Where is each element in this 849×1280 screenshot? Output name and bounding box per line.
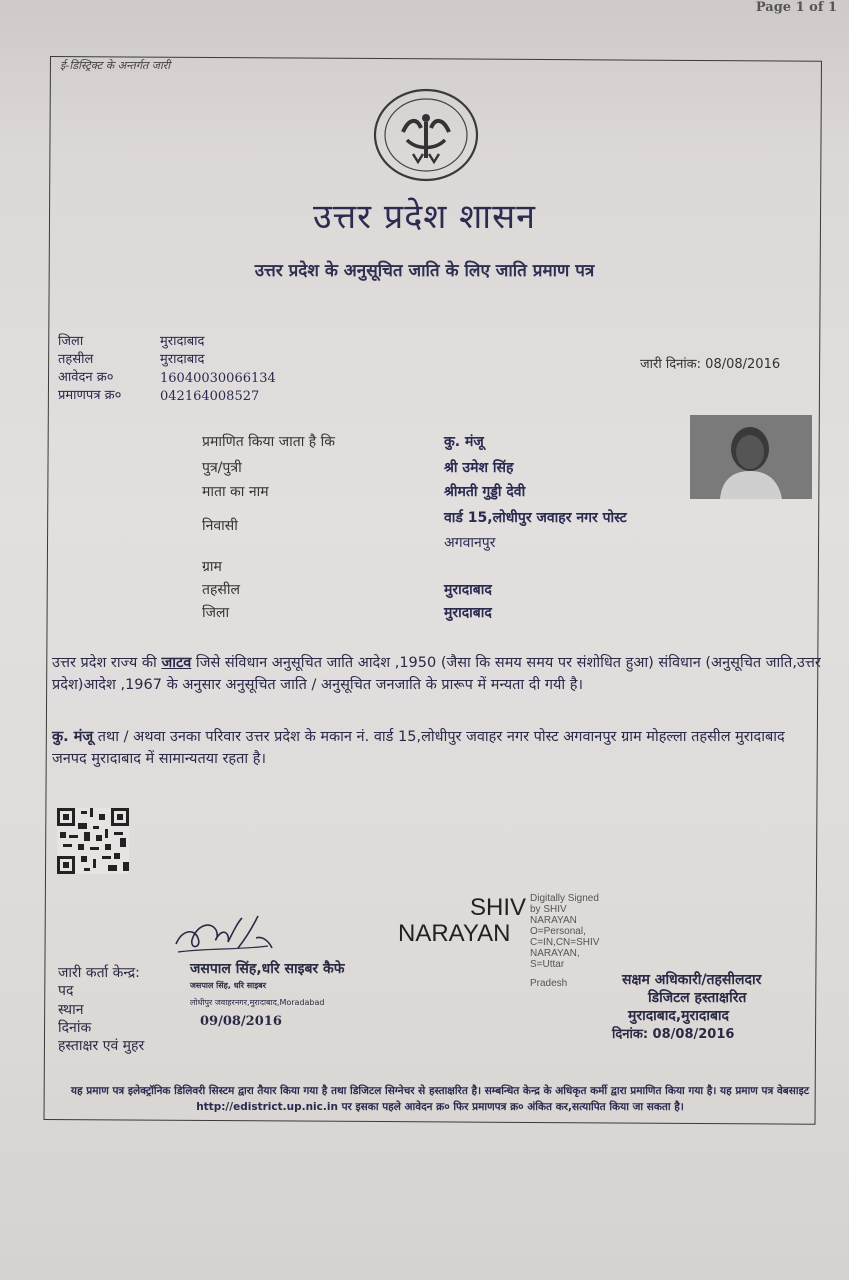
authority-title: सक्षम अधिकारी/तहसीलदार: [622, 972, 762, 988]
sig-line: Digitally Signed: [530, 893, 599, 904]
page-counter: Page 1 of 1: [755, 0, 837, 15]
sig-line: NARAYAN,: [530, 948, 580, 959]
sig-line: S=Uttar: [530, 959, 565, 970]
resident-value-line1: वार्ड 15,लोधीपुर जवाहर नगर पोस्ट: [444, 510, 627, 526]
e-district-label: ई-डिस्ट्रिक्ट के अन्तर्गत जारी: [60, 59, 171, 72]
caste-name: जाटव: [161, 655, 192, 671]
footer-note: यह प्रमाण पत्र इलेक्ट्रॉनिक डिलिवरी सिस्टम द्वारा तैयार किया गया है तथा डिजिटल सिग्नेचर से हस्ताक्षरित है। सम्बन्धित केन्द्र के अधिकृत कर्मी द्वारा प्रमाणित किया गया है। यह प्रमाण पत्र वेबसाइट http://edistrict.up.nic.in पर इसका पहले आवेदन क्र० फिर प्रमाणपत्र क्र० अंकित कर,सत्यापित किया जा सकता है।: [70, 1085, 810, 1113]
para1-lead: उत्तर प्रदेश राज्य की: [52, 655, 162, 671]
mother-label: माता का नाम: [202, 484, 269, 500]
sig-line: Pradesh: [530, 978, 568, 989]
village-label: ग्राम: [202, 559, 222, 575]
issuing-center-label: जारी कर्ता केन्द्र:: [58, 965, 140, 981]
qr-code: [57, 807, 129, 875]
sig-line: by SHIV: [530, 904, 567, 915]
digital-signature-details: [530, 893, 599, 989]
sig-line: O=Personal,: [530, 926, 586, 937]
issuing-center-sub1: जसपाल सिंह, धरि साइबर: [190, 981, 267, 990]
issuer-date-label: दिनांक: [58, 1020, 92, 1036]
para2-rest: तथा / अथवा उनका परिवार उत्तर प्रदेश के मकान नं. वार्ड 15,लोधीपुर जवाहर नगर पोस्ट अगवानपुर ग्राम मोहल्ला तहसील मुरादाबाद जनपद मुरादाबाद में सामान्यतया रहता है।: [52, 729, 785, 767]
detail-district-label: जिला: [202, 605, 230, 621]
certified-value: कु. मंजू: [444, 434, 484, 450]
issuer-date-value: 09/08/2016: [200, 1014, 282, 1029]
certified-label: प्रमाणित किया जाता है कि: [202, 434, 336, 450]
signer-name-line2: NARAYAN: [398, 920, 511, 947]
government-title: उत्तर प्रदेश शासन: [313, 197, 536, 237]
detail-tehsil-label: तहसील: [202, 582, 240, 598]
detail-district-value: मुरादाबाद: [444, 605, 492, 621]
mother-value: श्रीमती गुड्डी देवी: [444, 484, 526, 500]
signer-name-line1: SHIV: [470, 894, 527, 921]
issue-date: जारी दिनांक: 08/08/2016: [640, 357, 781, 372]
resident-value-line2: अगवानपुर: [444, 535, 496, 551]
para1-rest: जिसे संविधान अनुसूचित जाति आदेश ,1950 (जैसा कि समय समय पर संशोधित हुआ) संविधान (अनुसूचित जाति,उत्तर प्रदेश)आदेश ,1967 के अनुसार अनुसूचित जाति / अनुसूचित जनजाति के प्रारूप में मन्यता दी गयी है।: [52, 655, 821, 693]
meta-application-value: 16040030066134: [160, 371, 276, 386]
detail-tehsil-value: मुरादाबाद: [444, 582, 492, 598]
meta-tehsil-value: मुरादाबाद: [160, 352, 205, 367]
issuing-center-value: जसपाल सिंह,धरि साइबर कैफे: [190, 961, 345, 977]
place-label: स्थान: [58, 1002, 84, 1018]
child-of-value: श्री उमेश सिंह: [444, 460, 514, 476]
para2-name: कु. मंजू: [52, 729, 94, 745]
child-of-label: पुत्र/पुत्री: [202, 460, 242, 476]
sig-line: NARAYAN: [530, 915, 577, 926]
meta-certificate-label: प्रमाणपत्र क्र०: [58, 388, 122, 403]
applicant-photo: [690, 415, 812, 499]
meta-application-label: आवेदन क्र०: [58, 370, 114, 385]
meta-district-label: जिला: [58, 334, 84, 349]
authority-date: दिनांक: 08/08/2016: [612, 1027, 735, 1042]
handwritten-signature: [168, 908, 278, 960]
certificate-title: उत्तर प्रदेश के अनुसूचित जाति के लिए जाति प्रमाण पत्र: [254, 261, 595, 281]
authority-digital: डिजिटल हस्ताक्षरित: [648, 990, 747, 1006]
authority-place: मुरादाबाद,मुरादाबाद: [628, 1008, 729, 1024]
resident-label: निवासी: [202, 518, 238, 534]
signature-stamp-label: हस्ताक्षर एवं मुहर: [58, 1038, 145, 1054]
residence-paragraph: [52, 726, 822, 770]
up-government-emblem: [373, 88, 479, 182]
issuing-center-sub2: लोधीपुर जवाहरनगर,मुरादाबाद,Moradabad: [190, 998, 325, 1007]
caste-paragraph: [52, 652, 822, 696]
post-label: पद: [58, 983, 74, 999]
meta-tehsil-label: तहसील: [58, 352, 94, 367]
meta-certificate-value: 042164008527: [160, 389, 260, 404]
sig-line: C=IN,CN=SHIV: [530, 937, 600, 948]
meta-district-value: मुरादाबाद: [160, 334, 205, 349]
